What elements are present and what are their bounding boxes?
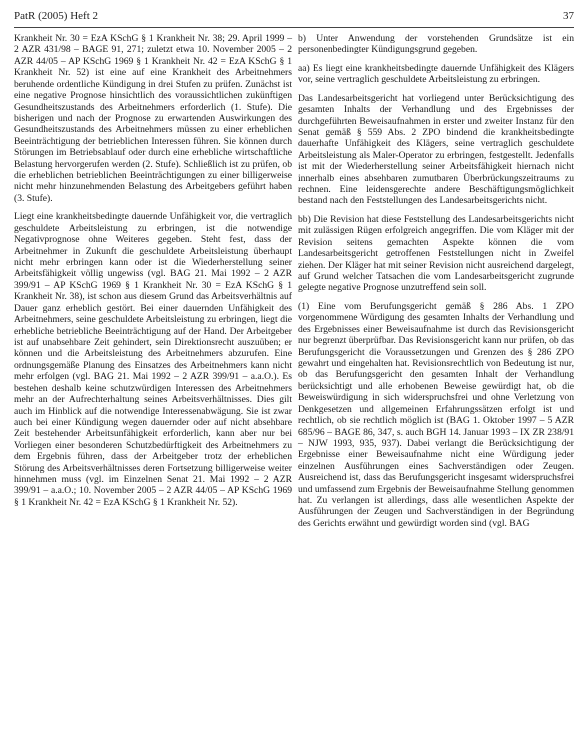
paragraph: Krankheit Nr. 30 = EzA KSchG § 1 Krankheit Nr. 38; 29. April 1999 – 2 AZR 431/98 – BAGE 91, 271; zuletzt etwa 10. November 2005 – 2 AZR 44/05 – AP KSchG 1969 § 1 Krankheit Nr. 42 = EzA KSchG § 1 Krankheit Nr. 52) ist eine auf eine Krankheit des Arbeitnehmers beruhende ordentliche Kündigung in drei Stufen zu prüfen. Zunächst ist eine negative Prognose hinsichtlich des voraussichtlichen zukünftigen Gesundheitszustands des Arbeitnehmers erforderlich (1. Stufe). Die bisherigen und nach der Prognose zu erwartenden Auswirkungen des Gesundheitszustands des Arbeitnehmers müssen zu einer erheblichen Beeinträchtigung der betrieblichen Interessen führen. Sie können durch Störungen im Betriebsablauf oder durch eine erhebliche wirtschaftliche Belastung hervorgerufen werden (2. Stufe). Schließlich ist zu prüfen, ob die erheblichen betrieblichen Beeinträchtigungen zu einer billigerweise nicht mehr hinzunehmenden Belastung des Arbeitgebers geführt haben (3. Stufe).: [14, 33, 292, 204]
page-number: 37: [563, 10, 574, 22]
paragraph: bb) Die Revision hat diese Feststellung des Landesarbeitsgerichts nicht mit zulässigen Rügen erfolgreich angegriffen. Die vom Kläger mit der Revision seitens gemachten Aspekte können die vom Landesarbeitsgericht getroffenen Feststellungen nicht in Zweifel ziehen. Der Kläger hat mit seiner Revision nicht ausreichend dargelegt, auf Grund welcher Tatsachen die vom Landesarbeitsgericht zugrunde gelegte negative Prognose unzutreffend sein soll.: [298, 213, 574, 294]
left-column: [14, 33, 292, 508]
header-rule: [14, 27, 574, 28]
right-column: [298, 33, 574, 529]
paragraph: Liegt eine krankheitsbedingte dauernde Unfähigkeit vor, die vertraglich geschuldete Arbeitsleistung zu erbringen, ist die notwendige Negativprognose ohne Weiteres gegeben. Steht fest, dass der Arbeitnehmer in Zukunft die geschuldete Arbeitsleistung überhaupt nicht mehr erbringen kann oder ist die Wiederherstellung seiner Arbeitsfähigkeit völlig ungewiss (vgl. BAG 21. Mai 1992 – 2 AZR 399/91 – AP KSchG 1969 § 1 Krankheit Nr. 30 = EzA KSchG § 1 Krankheit Nr. 38), ist schon aus diesem Grund das Arbeitsverhältnis auf Dauer ganz erheblich gestört. Bei einer dauernden Unfähigkeit des Arbeitnehmers, seine geschuldete Arbeitsleistung zu erbringen, liegt die erhebliche betriebliche Beeinträchtigung auf der Hand. Der Arbeitgeber ist auf unabsehbare Zeit gehindert, sein Direktionsrecht auszuüben; er können und die Arbeitsleistung des Arbeitnehmers abzurufen. Eine ordnungsgemäße Planung des Einsatzes des Arbeitnehmers kann nicht mehr erfolgen (vgl. BAG 21. Mai 1992 – 2 AZR 399/91 – a.a.O.). Es bestehen deshalb keine schutzwürdigen Interessen des Arbeitnehmers mehr an der Aufrechterhaltung seines Arbeitsverhältnisses. Dies gilt auch im Hinblick auf die notwendige Interessenabwägung. Sie ist zwar auch bei einer Kündigung wegen dauernder oder auf nicht absehbare Zeit bestehender Arbeitsunfähigkeit erforderlich, kann aber nur bei Vorliegen einer besonderen Schutzbedürftigkeit des Arbeitnehmers zu dem Ergebnis führen, dass der Arbeitgeber trotz der erheblichen Störung des Arbeitsverhältnisses deren Fortsetzung billigerweise weiter hinnehmen muss (vgl. im Einzelnen Senat 21. Mai 1992 – 2 AZR 399/91 – a.a.O.; 10. November 2005 – 2 AZR 44/05 – AP KSchG 1969 § 1 Krankheit Nr. 42 = EzA KSchG § 1 Krankheit Nr. 52).: [14, 211, 292, 508]
paragraph: Das Landesarbeitsgericht hat vorliegend unter Berücksichtigung des gesamten Inhalts der Verhandlung und des Ergebnisses der durchgeführten Beweisaufnahmen in erster und zweiter Instanz für den Senat gemäß § 559 Abs. 2 ZPO bindend die krankheitsbedingte dauerhafte Unfähigkeit des Klägers, seine vertraglich geschuldete Arbeitsleistung als Maler-Operator zu erbringen, festgestellt. Jedenfalls ist mit der Wiederherstellung seiner Arbeitsfähigkeit hiernach nicht innerhalb eines absehbaren zumutbaren Überbrückungszeitraums zu rechnen. Eine leidensgerechte andere Beschäftigungsmöglichkeit bestand nach den Feststellungen des Landesarbeitsgerichts nicht.: [298, 92, 574, 207]
journal-title: PatR (2005) Heft 2: [14, 10, 99, 22]
paragraph: aa) Es liegt eine krankheitsbedingte dauernde Unfähigkeit des Klägers vor, seine vertraglich geschuldete Arbeitsleistung zu erbringen.: [298, 62, 574, 86]
running-header: [14, 10, 574, 28]
paragraph: (1) Eine vom Berufungsgericht gemäß § 286 Abs. 1 ZPO vorgenommene Würdigung des gesamten Inhalts der Verhandlung und des Ergebnisses einer Beweisaufnahme ist durch das Revisionsgericht nur begrenzt überprüfbar. Das Revisionsgericht kann nur prüfen, ob das Berufungsgericht die Voraussetzungen und Grenzen des § 286 ZPO gewahrt und eingehalten hat. Revisionsrechtlich von Bedeutung ist nur, ob das Berufungsgericht den gesamten Inhalt der Verhandlung berücksichtigt und alle erhobenen Beweise gewürdigt hat, ob die Beweiswürdigung in sich widerspruchsfrei und ohne Verletzung von Denkgesetzen und allgemeinen Erfahrungssätzen erfolgt ist und rechtlich, ob sie rechtlich möglich ist (BAG 1. Oktober 1997 – 5 AZR 685/96 – BAGE 86, 347, s. auch BGH 14. Januar 1993 – IX ZR 238/91 – NJW 1993, 935, 937). Dabei verlangt die Berücksichtigung der Ergebnisse einer Beweisaufnahme nicht eine Würdigung jeder einzelnen Ausführungen eines Sachverständigen oder Zeugen. Ausreichend ist, dass das Berufungsgericht insgesamt widerspruchsfrei und umfassend zum Ergebnis der Beweisaufnahme Stellung genommen hat. Zu verlangen ist allerdings, dass alle wesentlichen Aspekte der Ausführungen der Zeugen und Sachverständigen in der Begründung des Gerichts erwähnt und gewürdigt worden sind (vgl. BAG: [298, 300, 574, 529]
paragraph: b) Unter Anwendung der vorstehenden Grundsätze ist ein personenbedingter Kündigungsgrund gegeben.: [298, 33, 574, 56]
